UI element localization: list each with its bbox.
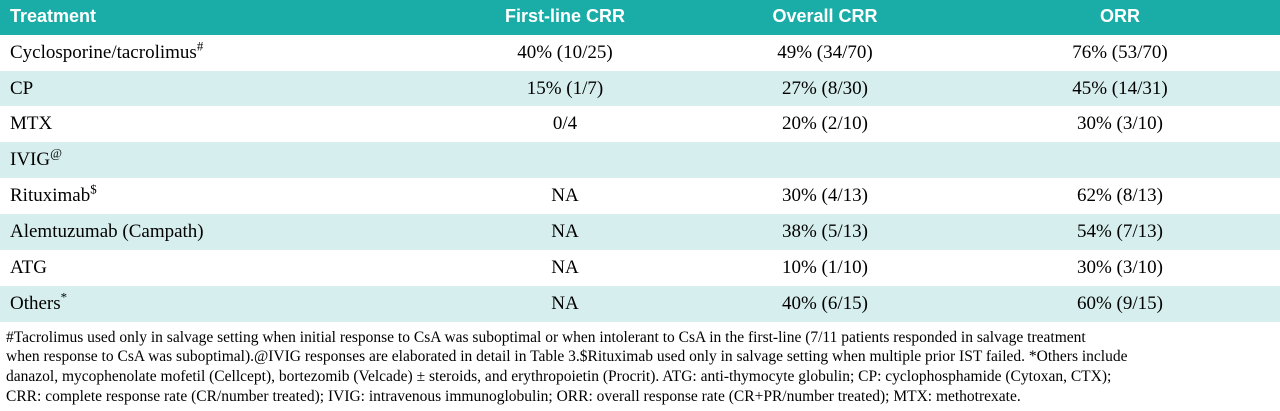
treatment-label: Cyclosporine/tacrolimus [10,41,197,63]
treatment-label: Alemtuzumab (Campath) [10,221,204,243]
treatment-footnote-marker: # [196,38,204,54]
treatment-footnote-marker: $ [90,181,97,197]
footnote-line: danazol, mycophenolate mofetil (Cellcept), bortezomib (Velcade) ± steroids, and erythropoietin (Procrit). ATG: anti-thymocyte globulin; CP: cyclophosphamide (Cytoxan, CTX); [6,367,1112,385]
cell-first-line-crr: NA [440,214,690,250]
cell-orr: 54% (7/13) [960,214,1280,250]
column-header-orr: ORR [960,0,1280,35]
cell-treatment [0,106,440,142]
treatment-label: Others [10,292,61,314]
cell-orr: 30% (3/10) [960,250,1280,286]
cell-orr: 62% (8/13) [960,178,1280,214]
treatment-label: IVIG [10,149,51,171]
treatment-label: Rituximab [10,185,91,207]
cell-treatment [0,35,440,71]
treatment-label: CP [10,77,34,99]
table-row [0,214,1280,250]
table-header [0,0,1280,35]
table-row [0,106,1280,142]
cell-first-line-crr: NA [440,178,690,214]
cell-treatment [0,142,440,178]
column-header-overall-crr: Overall CRR [690,0,960,35]
table-row [0,35,1280,71]
footnote-line: #Tacrolimus used only in salvage setting when initial response to CsA was suboptimal or when intolerant to CsA in the first-line (7/11 patients responded in salvage treatment [6,328,1086,346]
table-body [0,35,1280,322]
cell-treatment [0,250,440,286]
cell-orr: 45% (14/31) [960,71,1280,107]
table-row [0,178,1280,214]
cell-orr: 60% (9/15) [960,286,1280,322]
table-row [0,142,1280,178]
footnote-line: when response to CsA was suboptimal).@IVIG responses are elaborated in detail in Table 3.$Rituximab used only in salvage setting when multiple prior IST failed. *Others include [6,348,1128,366]
cell-first-line-crr: 15% (1/7) [440,71,690,107]
cell-orr: 30% (3/10) [960,106,1280,142]
cell-first-line-crr: NA [440,250,690,286]
cell-overall-crr: 27% (8/30) [690,71,960,107]
cell-treatment [0,286,440,322]
treatment-footnote-marker: @ [50,146,62,161]
cell-overall-crr: 10% (1/10) [690,250,960,286]
table-row [0,250,1280,286]
table-row [0,71,1280,107]
cell-orr [960,142,1280,178]
cell-treatment [0,71,440,107]
cell-first-line-crr: 0/4 [440,106,690,142]
cell-overall-crr: 30% (4/13) [690,178,960,214]
table-header-row [0,0,1280,35]
cell-first-line-crr [440,142,690,178]
treatment-label: ATG [10,256,47,278]
treatment-footnote-marker: * [60,289,68,305]
cell-first-line-crr: 40% (10/25) [440,35,690,71]
cell-overall-crr: 40% (6/15) [690,286,960,322]
cell-overall-crr: 49% (34/70) [690,35,960,71]
footnote-line: CRR: complete response rate (CR/number treated); IVIG: intravenous immunoglobulin; ORR: overall response rate (CR+PR/number treated); MTX: methotrexate. [6,387,1021,405]
cell-treatment [0,178,440,214]
cell-first-line-crr: NA [440,286,690,322]
column-header-first-line-crr: First-line CRR [440,0,690,35]
column-header-treatment: Treatment [0,0,440,35]
cell-orr: 76% (53/70) [960,35,1280,71]
table-footnotes [0,322,1280,407]
cell-overall-crr [690,142,960,178]
cell-overall-crr: 38% (5/13) [690,214,960,250]
cell-treatment [0,214,440,250]
table-row [0,286,1280,322]
treatment-label: MTX [10,113,53,135]
cell-overall-crr: 20% (2/10) [690,106,960,142]
